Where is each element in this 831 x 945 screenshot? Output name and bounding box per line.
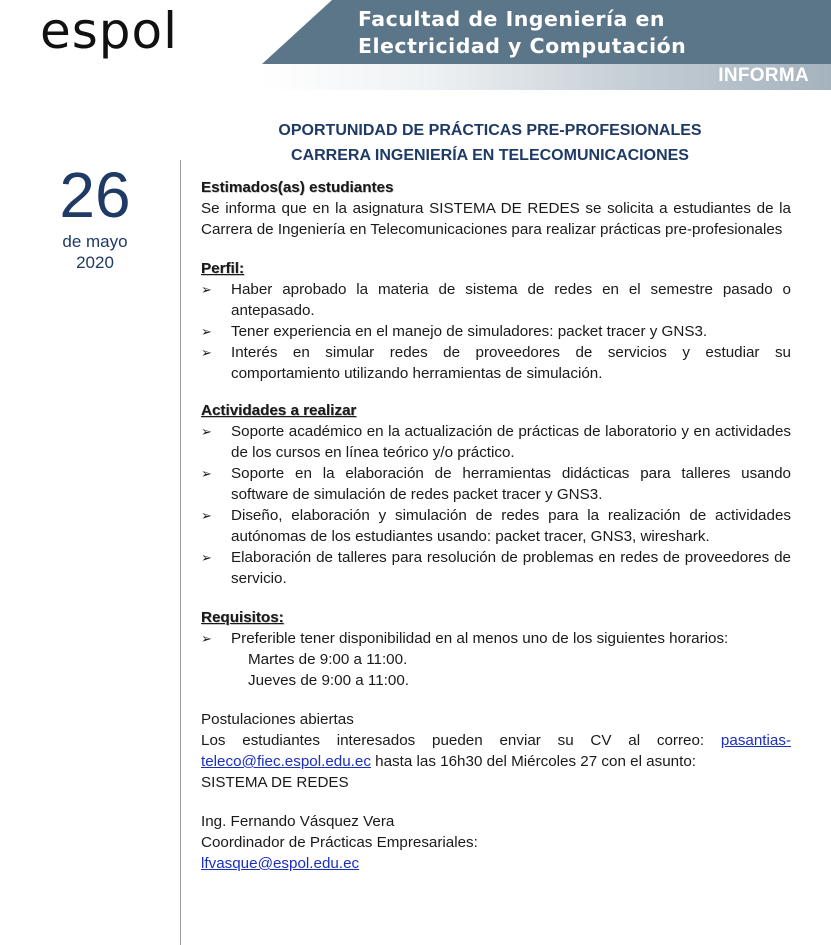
intro-text-after: se solicita a estudiantes de la Carrera de Ingeniería en Telecomunicaciones para realizar prácticas pre-profesionales	[201, 200, 791, 238]
list-item	[201, 463, 791, 505]
page-title	[200, 118, 780, 168]
perfil-list	[201, 279, 791, 384]
list-item	[201, 505, 791, 547]
signature-role: Coordinador de Prácticas Empresariales:	[201, 834, 478, 851]
arrow-bullet-icon: ➢	[201, 424, 212, 439]
actividad-item-text: Soporte en la elaboración de herramientas didácticas para talleres usando software de simulación de redes packet tracer y GNS3.	[231, 465, 791, 503]
arrow-bullet-icon: ➢	[201, 508, 212, 523]
faculty-name	[358, 6, 686, 60]
actividad-item-text: Soporte académico en la actualización de prácticas de laboratorio y en actividades de los cursos en línea teórico y/o práctico.	[231, 423, 791, 461]
requisito-item-text: Preferible tener disponibilidad en al menos uno de los siguientes horarios:	[231, 630, 729, 647]
arrow-bullet-icon: ➢	[201, 631, 212, 646]
arrow-bullet-icon: ➢	[201, 466, 212, 481]
intro-heading: Estimados(as) estudiantes	[201, 179, 394, 196]
faculty-line-2: Electricidad y Computación	[358, 34, 687, 58]
date-month-year	[40, 231, 150, 273]
list-item	[201, 547, 791, 589]
announcement-body	[201, 177, 791, 874]
perfil-item-text: Interés en simular redes de proveedores de servicios y estudiar su comportamiento utilizando herramientas de simulación.	[231, 344, 791, 382]
requisitos-list	[201, 628, 791, 649]
application-email-link[interactable]: pasantias-teleco@fiec.espol.edu.ec	[201, 732, 791, 770]
date-year: 2020	[76, 253, 114, 272]
vertical-divider	[180, 160, 181, 945]
schedule-thursday: Jueves de 9:00 a 11:00.	[248, 672, 409, 689]
signature-name: Ing. Fernando Vásquez Vera	[201, 813, 395, 830]
postulaciones-text-before: Los estudiantes interesados pueden enviar su CV al correo:	[201, 732, 721, 749]
arrow-bullet-icon: ➢	[201, 282, 212, 297]
actividades-heading: Actividades a realizar	[201, 402, 357, 419]
list-item	[201, 421, 791, 463]
espol-logo: espol	[40, 2, 179, 60]
intro-subject: SISTEMA DE REDES	[429, 200, 580, 217]
title-line-2: CARRERA INGENIERÍA EN TELECOMUNICACIONES	[291, 147, 689, 164]
arrow-bullet-icon: ➢	[201, 345, 212, 360]
perfil-item-text: Tener experiencia en el manejo de simuladores: packet tracer y GNS3.	[231, 323, 708, 340]
list-item	[201, 342, 791, 384]
intro-text	[201, 198, 791, 240]
signature-email-link[interactable]: lfvasque@espol.edu.ec	[201, 855, 360, 872]
actividades-list	[201, 421, 791, 589]
date-day: 26	[59, 159, 131, 231]
postulaciones-text-after: hasta las 16h30 del Miércoles 27 con el asunto:	[370, 753, 696, 770]
postulaciones-text	[201, 730, 791, 772]
intro-text-before: Se informa que en la asignatura	[201, 200, 430, 217]
actividad-item-text: Elaboración de talleres para resolución de problemas en redes de proveedores de servicio.	[231, 549, 791, 587]
informa-label: INFORMA	[718, 65, 809, 86]
list-item	[201, 628, 791, 649]
arrow-bullet-icon: ➢	[201, 324, 212, 339]
actividad-item-text: Diseño, elaboración y simulación de redes para la realización de actividades autónomas de los estudiantes usando: packet tracer, GNS3, wireshark.	[231, 507, 791, 545]
faculty-line-1: Facultad de Ingeniería en	[358, 7, 665, 31]
title-line-1: OPORTUNIDAD DE PRÁCTICAS PRE-PROFESIONALES	[278, 122, 702, 139]
arrow-bullet-icon: ➢	[201, 550, 212, 565]
requisitos-heading: Requisitos:	[201, 609, 284, 626]
date-month: de mayo	[62, 232, 128, 251]
perfil-heading: Perfil:	[201, 260, 245, 277]
schedule-tuesday: Martes de 9:00 a 11:00.	[248, 651, 408, 668]
list-item	[201, 279, 791, 321]
list-item	[201, 321, 791, 342]
perfil-item-text: Haber aprobado la materia de sistema de redes en el semestre pasado o antepasado.	[231, 281, 791, 319]
postulaciones-subject: SISTEMA DE REDES	[201, 774, 349, 791]
postulaciones-heading: Postulaciones abiertas	[201, 711, 354, 728]
